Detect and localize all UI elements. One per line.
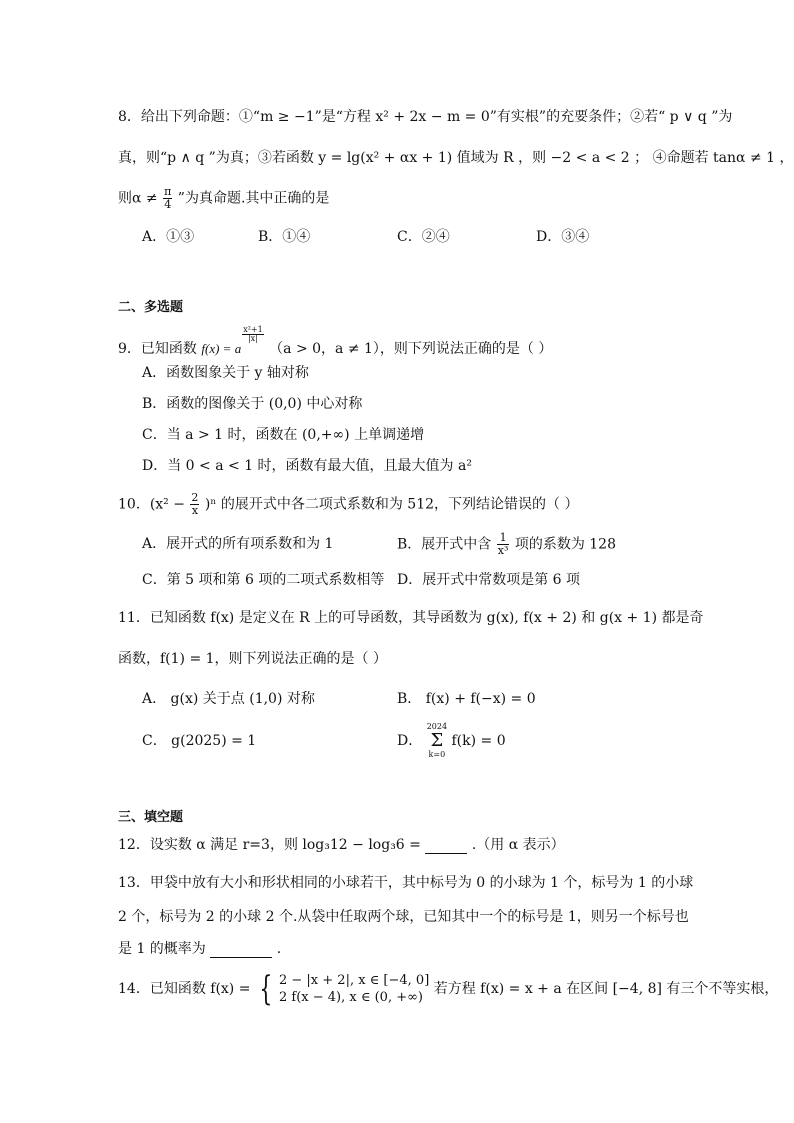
q10-stem-post: )ⁿ 的展开式中各二项式系数和为 512，下列结论错误的（ ） <box>204 496 579 513</box>
q13-line3 <box>118 940 281 958</box>
q14-line <box>118 969 779 1009</box>
sum-lower-limit: k=0 <box>428 750 446 759</box>
q9-func: f(x) = a <box>201 341 242 356</box>
q9-exp-den: |x| <box>247 334 258 343</box>
q8-line3 <box>118 186 329 211</box>
q8-option-a: A．①③ <box>142 229 195 245</box>
q9-option-c: C．当 a > 1 时，函数在 (0,+∞) 上单调递增 <box>142 427 425 443</box>
section-heading-fill-blank: 三、填空题 <box>118 810 184 825</box>
q12-line <box>118 836 565 854</box>
sigma-glyph: Σ <box>430 730 444 751</box>
q13-line3-post: . <box>276 941 282 957</box>
q13-line2: 2 个，标号为 2 的小球 2 个.从袋中任取两个球，已知其中一个的标号是 1，则另一个标号也 <box>118 909 689 925</box>
q11-optd-pre: D． <box>397 733 423 749</box>
q14-post: 若方程 f(x) = x + a 在区间 [−4, 8] 有三个不等实根， <box>433 981 779 997</box>
q8-line3-pre: 则α ≠ <box>118 190 158 207</box>
q8-line3-post: ”为真命题.其中正确的是 <box>177 190 330 207</box>
q12-post: .（用 α 表示） <box>471 837 565 853</box>
q11-option-b: B． f(x) + f(−x) = 0 <box>397 691 536 707</box>
q9-exp-num: x²+1 <box>243 325 263 334</box>
q10-option-d: D．展开式中常数项是第 6 项 <box>397 572 581 588</box>
piecewise-cases <box>279 972 429 1006</box>
q9-option-b: B．函数的图像关于 (0,0) 中心对称 <box>142 396 363 412</box>
q8-line1: 8．给出下列命题：①“m ≥ −1”是“方程 x² + 2x − m = 0”有实根”的充要条件；②若“ p ∨ q ”为 <box>118 109 733 125</box>
section-heading-multiple-choice: 二、多选题 <box>118 300 184 315</box>
q10-frac-den: x <box>191 504 199 517</box>
q14-case2: 2 f(x − 4), x ∈ (0, +∞) <box>279 990 424 1005</box>
q13-line3-pre: 是 1 的概率为 <box>118 941 206 957</box>
q9-stem-post: （a > 0，a ≠ 1），则下列说法正确的是（ ） <box>269 341 553 357</box>
q10-optb-fraction <box>497 532 510 557</box>
q11-optd-post: f(k) = 0 <box>451 733 506 749</box>
piecewise-brace: { <box>259 969 273 1009</box>
q10-optb-den: x³ <box>497 544 509 557</box>
q9-exponent-fraction <box>242 326 264 343</box>
q10-option-a: A．展开式的所有项系数和为 1 <box>142 536 334 552</box>
q11-line1: 11．已知函数 f(x) 是定义在 R 上的可导函数，其导函数为 g(x), f(x + 2) 和 g(x + 1) 都是奇 <box>118 610 704 626</box>
q9-stem <box>118 326 552 358</box>
q8-option-c: C．②④ <box>397 229 450 245</box>
q10-stem-pre: 10．(x² − <box>118 496 185 513</box>
q9-option-d: D．当 0 < a < 1 时，函数有最大值，且最大值为 a² <box>142 458 472 474</box>
summation-symbol <box>427 722 447 760</box>
q13-answer-blank[interactable] <box>210 943 272 958</box>
q11-line2: 函数，f(1) = 1，则下列说法正确的是（ ） <box>118 651 388 667</box>
q8-option-d: D．③④ <box>536 229 590 245</box>
q11-option-d <box>397 722 506 760</box>
q10-fraction <box>190 492 199 517</box>
q10-option-b <box>397 532 616 557</box>
q8-frac-den: 4 <box>164 198 172 211</box>
q10-stem <box>118 492 578 517</box>
q10-frac-num: 2 <box>191 491 199 504</box>
q10-optb-post: 项的系数为 128 <box>514 536 616 553</box>
q8-option-b: B．①④ <box>258 229 311 245</box>
q13-line1: 13．甲袋中放有大小和形状相同的小球若干，其中标号为 0 的小球为 1 个，标号为 1 的小球 <box>118 875 694 891</box>
q11-option-c: C． g(2025) = 1 <box>142 733 257 749</box>
q8-pi-over-4-fraction <box>163 186 172 211</box>
q14-pre: 14．已知函数 f(x) = <box>118 981 251 997</box>
q14-case1: 2 − |x + 2|, x ∈ [−4, 0] <box>279 973 430 988</box>
q9-stem-pre: 9．已知函数 <box>118 341 197 357</box>
q8-line2: 真，则“p ∧ q ”为真；③若函数 y = lg(x² + αx + 1) 值域为 R ，则 −2 < a < 2 ； ④命题若 tanα ≠ 1 ， <box>118 150 794 166</box>
q8-frac-num: π <box>164 185 172 198</box>
sum-upper-limit: 2024 <box>426 722 448 731</box>
q12-answer-blank[interactable] <box>425 839 467 854</box>
q10-optb-num: 1 <box>497 532 510 545</box>
q10-optb-pre: B．展开式中含 <box>397 536 492 553</box>
q9-option-a: A．函数图象关于 y 轴对称 <box>142 365 309 381</box>
q12-pre: 12．设实数 α 满足 r=3，则 log₃12 − log₃6 = <box>118 837 421 853</box>
q11-option-a: A． g(x) 关于点 (1,0) 对称 <box>142 691 315 707</box>
q10-option-c: C．第 5 项和第 6 项的二项式系数相等 <box>142 572 385 588</box>
